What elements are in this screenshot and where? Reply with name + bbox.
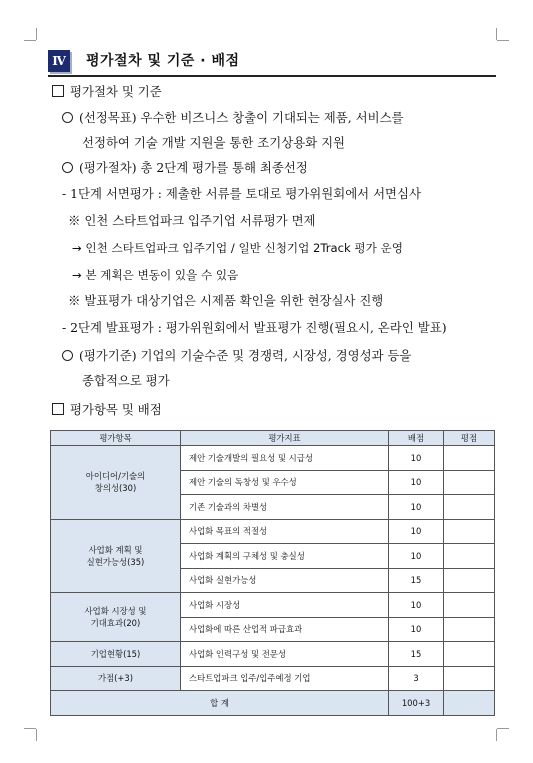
section-underline: [48, 75, 496, 77]
rating-cell[interactable]: [444, 544, 495, 569]
table-row: [51, 446, 495, 471]
criterion-cell: 사업화 시장성: [181, 593, 389, 618]
score-cell: 10: [389, 593, 444, 618]
heading-procedure: [52, 83, 162, 101]
heading-procedure-text: 평가절차 및 기준: [70, 84, 162, 99]
criterion-cell: 제안 기술개발의 필요성 및 시급성: [181, 446, 389, 471]
rating-cell[interactable]: [444, 666, 495, 691]
criteria-line-2: 종합적으로 평가: [82, 373, 170, 388]
category-line: 아이디어/기술의: [85, 471, 146, 482]
criterion-cell: 사업화 실현가능성: [181, 568, 389, 593]
category-line: 사업화 계획 및: [88, 544, 143, 555]
criterion-cell: 사업화 계획의 구체성 및 충실성: [181, 544, 389, 569]
rating-cell[interactable]: [444, 519, 495, 544]
category-cell: 가점(+3): [51, 666, 181, 691]
evaluation-table: [50, 430, 495, 716]
crop-mark-top-left-h: [24, 40, 36, 41]
heading-items-text: 평가항목 및 배점: [70, 402, 162, 417]
score-cell: 3: [389, 666, 444, 691]
header-score: 배점: [389, 431, 444, 446]
total-label: 합 계: [51, 691, 389, 716]
crop-mark-bottom-left-h: [24, 728, 36, 729]
category-cell: [51, 593, 181, 642]
score-cell: 10: [389, 544, 444, 569]
arrow2-line: → 본 계획은 변동이 있을 수 있음: [72, 268, 239, 282]
arrow1-line: → 인천 스타트업파크 입주기업 / 일반 신청기업 2Track 평가 운영: [72, 241, 403, 255]
table-row: [51, 642, 495, 667]
total-rating[interactable]: [444, 691, 495, 716]
header-category: 평가항목: [51, 431, 181, 446]
total-score: 100+3: [389, 691, 444, 716]
rating-cell[interactable]: [444, 617, 495, 642]
rating-cell[interactable]: [444, 568, 495, 593]
note2-line: ※ 발표평가 대상기업은 시제품 확인을 위한 현장실사 진행: [68, 293, 384, 308]
procedure-line: [62, 159, 308, 177]
category-cell: [51, 446, 181, 520]
criteria-text-1: (평가기준) 기업의 기술수준 및 경쟁력, 시장성, 경영성과 등을: [79, 348, 412, 363]
stage2-line: - 2단계 발표평가 : 평가위원회에서 발표평가 진행(필요시, 온라인 발표): [62, 320, 447, 335]
category-line: 기대효과(20): [90, 618, 141, 628]
score-cell: 15: [389, 642, 444, 667]
section-header: [48, 48, 496, 76]
score-cell: 10: [389, 470, 444, 495]
score-cell: 10: [389, 495, 444, 520]
rating-cell[interactable]: [444, 446, 495, 471]
criterion-cell: 사업화에 따른 산업적 파급효과: [181, 617, 389, 642]
section-number-badge: Ⅳ: [48, 50, 70, 72]
category-line: 창의성(30): [94, 483, 137, 494]
goal-line-1: [62, 109, 404, 127]
procedure-text: (평가절차) 총 2단계 평가를 통해 최종선정: [79, 160, 308, 175]
crop-mark-bottom-left-v: [36, 729, 37, 741]
score-cell: 10: [389, 519, 444, 544]
checkbox-bullet-icon: [52, 403, 64, 415]
header-rating: 평점: [444, 431, 495, 446]
score-cell: 15: [389, 568, 444, 593]
crop-mark-bottom-right-h: [497, 728, 509, 729]
score-cell: 10: [389, 617, 444, 642]
table-row: [51, 519, 495, 544]
section-title: 평가절차 및 기준 · 배점: [86, 53, 240, 69]
total-row: [51, 691, 495, 716]
table-row: [51, 666, 495, 691]
category-line: 실현가능성(35): [86, 556, 145, 567]
category-cell: [51, 519, 181, 593]
criterion-cell: 제안 기술의 독창성 및 우수성: [181, 470, 389, 495]
rating-cell[interactable]: [444, 642, 495, 667]
checkbox-bullet-icon: [52, 85, 64, 97]
circle-bullet-icon: [62, 162, 73, 173]
criterion-cell: 기존 기술과의 차별성: [181, 495, 389, 520]
crop-mark-top-left-v: [36, 28, 37, 40]
criterion-cell: 스타트업파크 입주/입주예정 기업: [181, 666, 389, 691]
category-line: 사업화 시장성 및: [84, 606, 147, 616]
category-cell: 기업현황(15): [51, 642, 181, 667]
criterion-cell: 사업화 목표의 적절성: [181, 519, 389, 544]
criterion-cell: 사업화 인력구성 및 전문성: [181, 642, 389, 667]
heading-items: [52, 401, 162, 419]
rating-cell[interactable]: [444, 593, 495, 618]
score-cell: 10: [389, 446, 444, 471]
goal-line-2: 선정하여 기술 개발 지원을 통한 조기상용화 지원: [82, 135, 346, 150]
table-row: [51, 593, 495, 618]
stage1-line: - 1단계 서면평가 : 제출한 서류를 토대로 평가위원회에서 서면심사: [62, 186, 421, 201]
rating-cell[interactable]: [444, 470, 495, 495]
crop-mark-top-right-v: [496, 28, 497, 40]
crop-mark-bottom-right-v: [496, 729, 497, 741]
circle-bullet-icon: [62, 112, 73, 123]
header-criterion: 평가지표: [181, 431, 389, 446]
crop-mark-top-right-h: [497, 40, 509, 41]
goal-text-1: (선정목표) 우수한 비즈니스 창출이 기대되는 제품, 서비스를: [79, 110, 404, 125]
rating-cell[interactable]: [444, 495, 495, 520]
note1-line: ※ 인천 스타트업파크 입주기업 서류평가 면제: [68, 213, 316, 228]
criteria-line-1: [62, 347, 411, 365]
circle-bullet-icon: [62, 350, 73, 361]
table-header-row: [51, 431, 495, 446]
